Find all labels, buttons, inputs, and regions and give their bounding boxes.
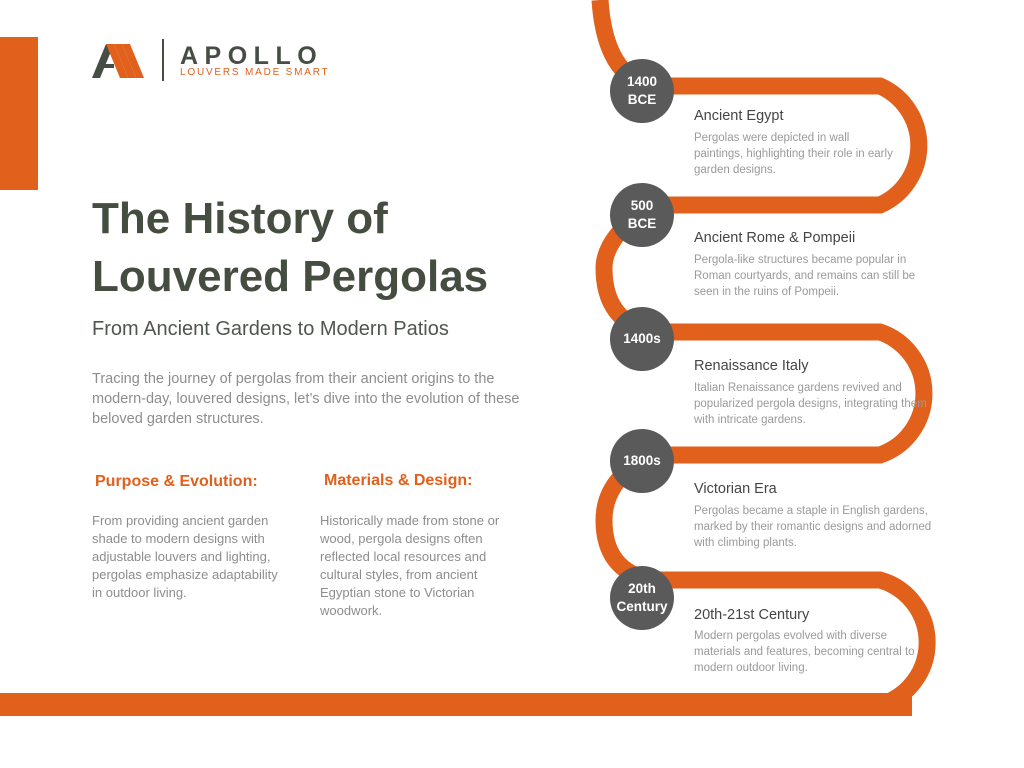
era-title-modern: 20th-21st Century bbox=[694, 607, 810, 623]
intro-paragraph: Tracing the journey of pergolas from their ancient origins to the modern-day, louvered designs, let’s dive into the evolution of these beloved garden structures. bbox=[92, 371, 520, 427]
brand-tagline: LOUVERS MADE SMART bbox=[180, 67, 330, 78]
era-desc-ancient-egypt: Pergolas were depicted in wall paintings, highlighting their role in early garden designs. bbox=[694, 132, 893, 176]
timeline-badge-1400-bce: 1400 BCE bbox=[610, 59, 674, 123]
timeline-badge-1400s: 1400s bbox=[610, 307, 674, 371]
page-subtitle: From Ancient Gardens to Modern Patios bbox=[92, 318, 449, 340]
purpose-text: From providing ancient garden shade to modern designs with adjustable louvers and lighting, pergolas emphasize adaptability in outdoor living. bbox=[92, 513, 278, 600]
era-desc-ancient-rome: Pergola-like structures became popular in Roman courtyards, and remains can still be seen in the ruins of Pompeii. bbox=[694, 254, 916, 298]
title-line-1: The History of bbox=[92, 194, 388, 243]
materials-text: Historically made from stone or wood, pergola designs often reflected local resources and cultural styles, from ancient Egyptian stone to Victorian woodwork. bbox=[320, 513, 500, 618]
era-title-renaissance: Renaissance Italy bbox=[694, 358, 809, 374]
era-title-ancient-egypt: Ancient Egypt bbox=[694, 108, 784, 124]
timeline-badge-20th-century: 20th Century bbox=[610, 566, 674, 630]
timeline-badge-1800s: 1800s bbox=[610, 429, 674, 493]
era-desc-modern: Modern pergolas evolved with diverse materials and features, becoming central to modern outdoor living. bbox=[694, 630, 915, 674]
era-title-victorian: Victorian Era bbox=[694, 481, 777, 497]
era-desc-renaissance: Italian Renaissance gardens revived and popularized pergola designs, integrating them with intricate gardens. bbox=[694, 382, 927, 426]
era-title-ancient-rome: Ancient Rome & Pompeii bbox=[694, 230, 856, 246]
materials-heading: Materials & Design: bbox=[324, 472, 473, 489]
brand-name: APOLLO bbox=[180, 42, 324, 70]
title-line-2: Louvered Pergolas bbox=[92, 252, 489, 301]
timeline-badge-500-bce: 500 BCE bbox=[610, 183, 674, 247]
purpose-heading: Purpose & Evolution: bbox=[95, 473, 258, 490]
era-desc-victorian: Pergolas became a staple in English gardens, marked by their romantic designs and adorned with climbing plants. bbox=[694, 505, 932, 549]
